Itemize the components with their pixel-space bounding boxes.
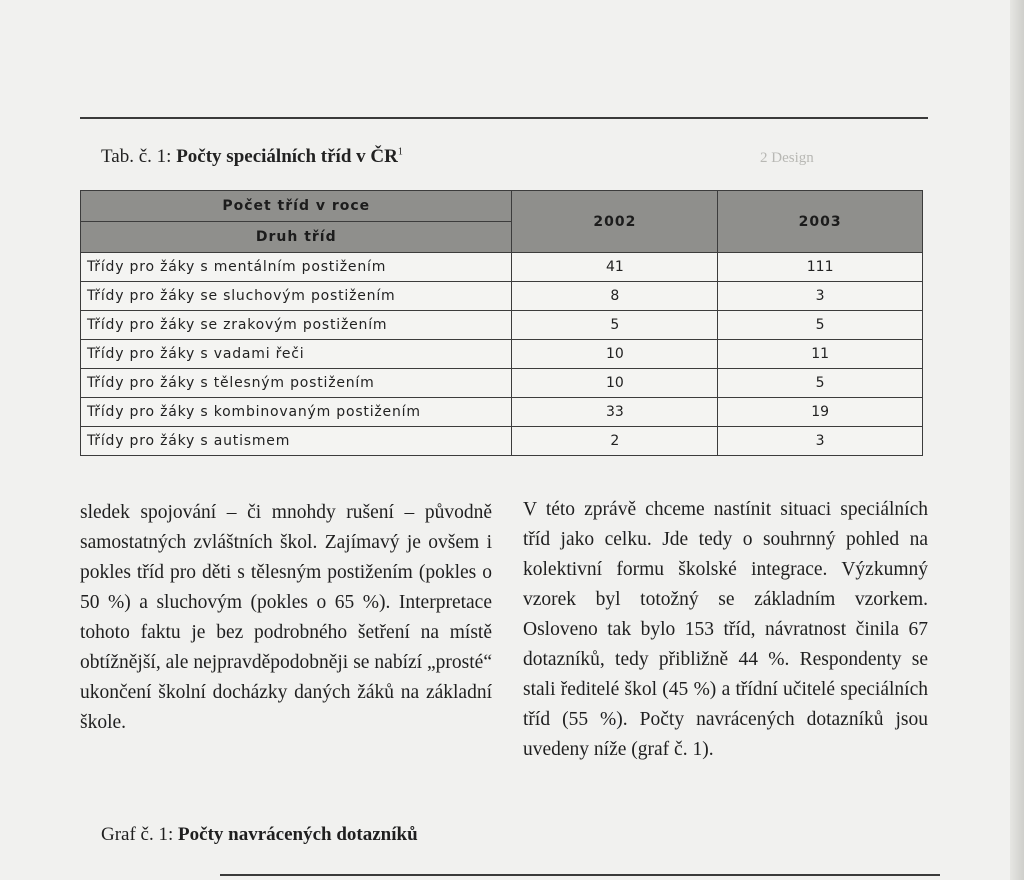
table-row xyxy=(81,398,923,427)
value-2003: 111 xyxy=(718,253,923,282)
header-year-2002: 2002 xyxy=(512,191,718,253)
value-2003: 3 xyxy=(718,282,923,311)
show-through-heading: 2 Design xyxy=(760,150,814,166)
row-label: Třídy pro žáky s vadami řeči xyxy=(81,340,512,369)
value-2002: 10 xyxy=(512,340,718,369)
row-label: Třídy pro žáky s autismem xyxy=(81,427,512,456)
value-2002: 8 xyxy=(512,282,718,311)
table-row xyxy=(81,282,923,311)
header-count-by-year: Počet tříd v roce xyxy=(81,191,512,222)
header-year-2003: 2003 xyxy=(718,191,923,253)
table-row xyxy=(81,311,923,340)
table-row xyxy=(81,427,923,456)
row-label: Třídy pro žáky se sluchovým postižením xyxy=(81,282,512,311)
table-row xyxy=(81,340,923,369)
value-2002: 10 xyxy=(512,369,718,398)
row-label: Třídy pro žáky s kombinovaným postižením xyxy=(81,398,512,427)
right-column-text xyxy=(523,495,928,765)
header-class-type: Druh tříd xyxy=(81,222,512,253)
value-2002: 5 xyxy=(512,311,718,340)
row-label: Třídy pro žáky s tělesným postižením xyxy=(81,369,512,398)
table-caption-title: Počty speciálních tříd v ČR xyxy=(176,146,398,167)
value-2002: 2 xyxy=(512,427,718,456)
value-2002: 41 xyxy=(512,253,718,282)
graph-caption xyxy=(101,824,418,846)
left-paragraph: sledek spojování – či mnohdy rušení – původně samostatných zvláštních škol. Zajímavý je ovšem i pokles tříd pro děti s tělesným postižením (pokles o 50 %) a sluchovým (pokles o 65 %). Interpretace tohoto faktu je bez podrobného šetření na místě obtížnější, ale nejpravděpodobněji se nabízí „prosté“ ukončení školní docházky daných žáků na základní škole. xyxy=(80,502,492,733)
table-row xyxy=(81,369,923,398)
graph-caption-prefix: Graf č. 1: xyxy=(101,824,174,845)
left-column-text xyxy=(80,498,492,738)
bottom-rule xyxy=(220,874,940,876)
table-caption-prefix: Tab. č. 1: xyxy=(101,146,172,167)
special-classes-table xyxy=(80,190,923,456)
top-rule xyxy=(80,117,928,119)
row-label: Třídy pro žáky s mentálním postižením xyxy=(81,253,512,282)
value-2003: 3 xyxy=(718,427,923,456)
graph-caption-title: Počty navrácených dotazníků xyxy=(178,824,418,845)
value-2002: 33 xyxy=(512,398,718,427)
table-caption-footnote: 1 xyxy=(397,146,403,158)
table-row xyxy=(81,253,923,282)
value-2003: 5 xyxy=(718,311,923,340)
table-caption xyxy=(101,146,403,168)
right-paragraph: V této zprávě chceme nastínit situaci speciálních tříd jako celku. Jde tedy o souhrnný pohled na kolektivní formu školské integrace. Výzkumný vzorek byl totožný se základním vzorkem. Osloveno tak bylo 153 tříd, návratnost činila 67 dotazníků, tedy přibližně 44 %. Respondenty se stali ředitelé škol (45 %) a třídní učitelé speciálních tříd (55 %). Počty navrácených dotazníků jsou uvedeny níže (graf č. 1). xyxy=(523,499,928,760)
value-2003: 5 xyxy=(718,369,923,398)
value-2003: 11 xyxy=(718,340,923,369)
value-2003: 19 xyxy=(718,398,923,427)
row-label: Třídy pro žáky se zrakovým postižením xyxy=(81,311,512,340)
page-edge-shadow xyxy=(1010,0,1024,880)
table-header-row xyxy=(81,191,923,222)
